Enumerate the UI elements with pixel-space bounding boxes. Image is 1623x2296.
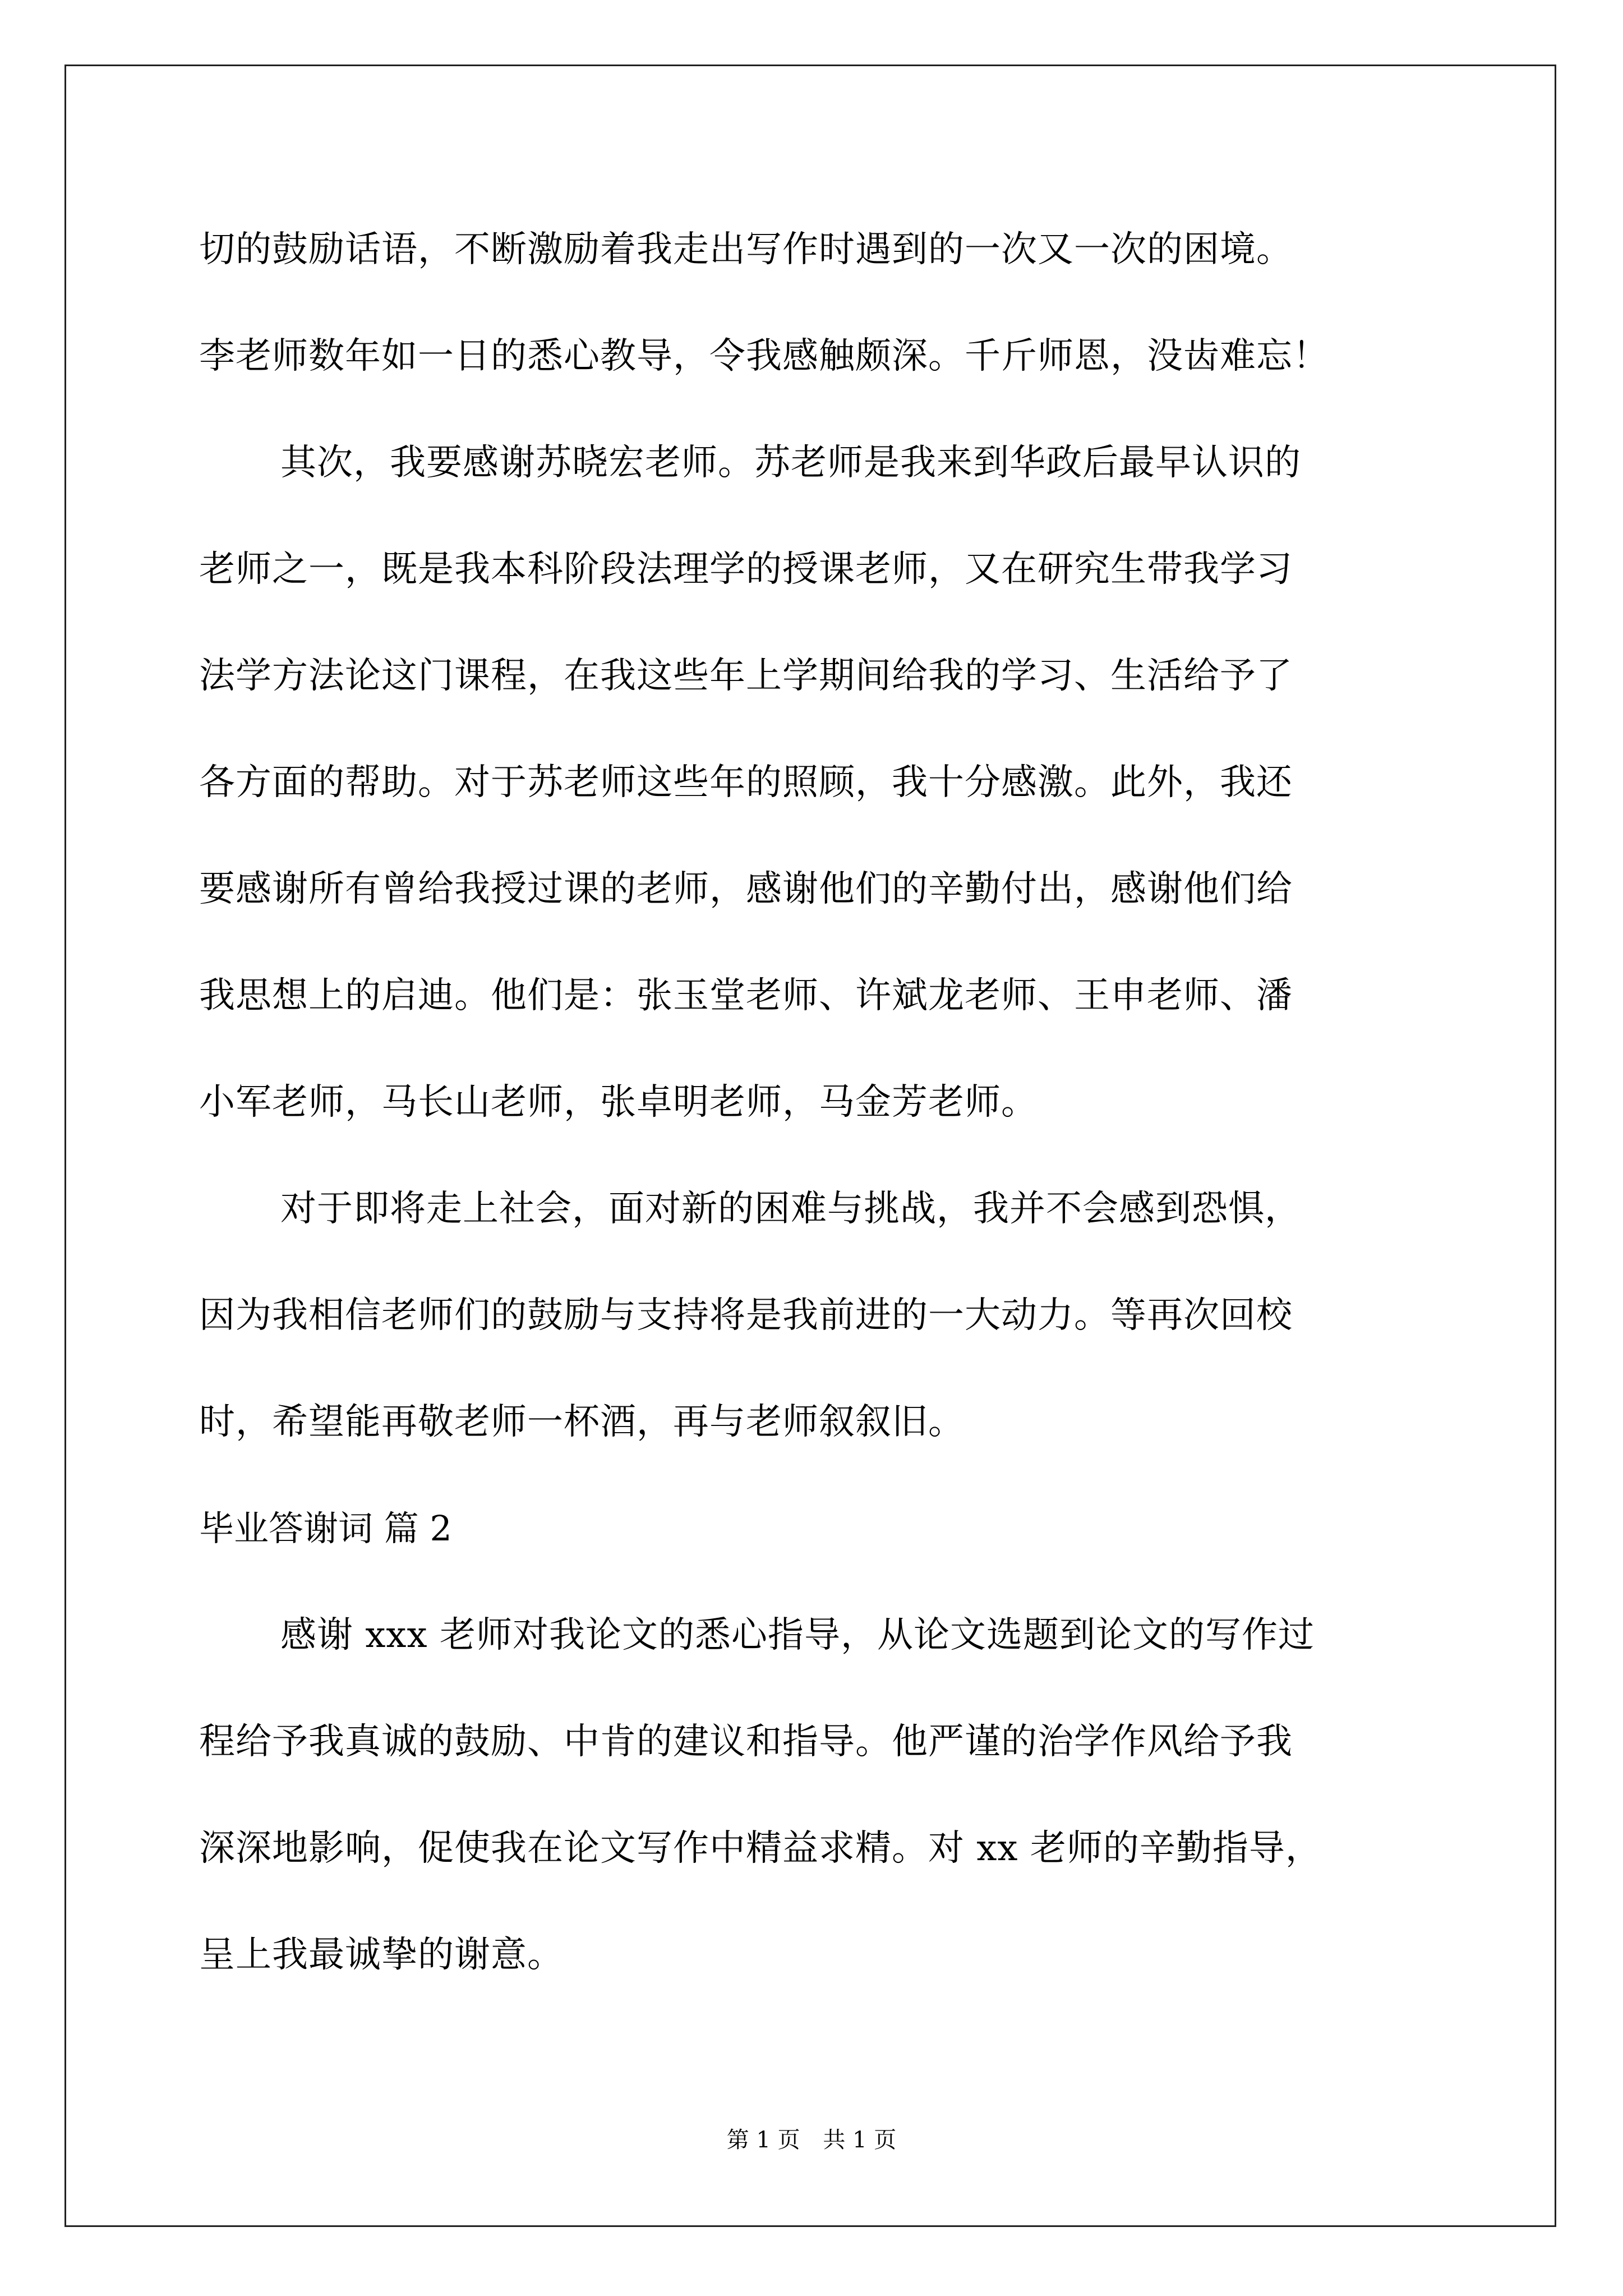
page-border bbox=[64, 65, 1556, 2227]
body-line: 时，希望能再敬老师一杯酒，再与老师叙叙旧。 bbox=[199, 1401, 965, 1443]
body-line: 我思想上的启迪。他们是：张玉堂老师、许斌龙老师、王申老师、潘 bbox=[199, 975, 1293, 1016]
paragraph-start-line: 感谢 xxx 老师对我论文的悉心指导，从论文选题到论文的写作过 bbox=[280, 1614, 1315, 1656]
body-line: 因为我相信老师们的鼓励与支持将是我前进的一大动力。等再次回校 bbox=[199, 1295, 1293, 1336]
paragraph-start-line: 其次，我要感谢苏晓宏老师。苏老师是我来到华政后最早认识的 bbox=[280, 442, 1301, 484]
body-line: 小军老师，马长山老师，张卓明老师，马金芳老师。 bbox=[199, 1082, 1038, 1123]
body-line: 切的鼓励话语，不断激励着我走出写作时遇到的一次又一次的困境。 bbox=[199, 229, 1293, 270]
body-line: 法学方法论这门课程，在我这些年上学期间给我的学习、生活给予了 bbox=[199, 655, 1293, 697]
section-heading: 毕业答谢词 篇 2 bbox=[199, 1508, 452, 1549]
page-number: 第 1 页 bbox=[726, 2127, 800, 2153]
body-line: 李老师数年如一日的悉心教导，令我感触颇深。千斤师恩，没齿难忘！ bbox=[199, 335, 1329, 377]
body-line: 各方面的帮助。对于苏老师这些年的照顾，我十分感激。此外，我还 bbox=[199, 762, 1293, 803]
body-line: 要感谢所有曾给我授过课的老师，感谢他们的辛勤付出，感谢他们给 bbox=[199, 868, 1293, 910]
page-total: 共 1 页 bbox=[823, 2127, 897, 2153]
body-line: 老师之一，既是我本科阶段法理学的授课老师，又在研究生带我学习 bbox=[199, 549, 1293, 590]
paragraph-start-line: 对于即将走上社会，面对新的困难与挑战，我并不会感到恐惧， bbox=[280, 1188, 1301, 1230]
body-line: 呈上我最诚挚的谢意。 bbox=[199, 1934, 564, 1976]
page-footer bbox=[0, 2126, 1623, 2154]
body-line: 程给予我真诚的鼓励、中肯的建议和指导。他严谨的治学作风给予我 bbox=[199, 1721, 1293, 1763]
body-line: 深深地影响，促使我在论文写作中精益求精。对 xx 老师的辛勤指导， bbox=[199, 1828, 1322, 1869]
